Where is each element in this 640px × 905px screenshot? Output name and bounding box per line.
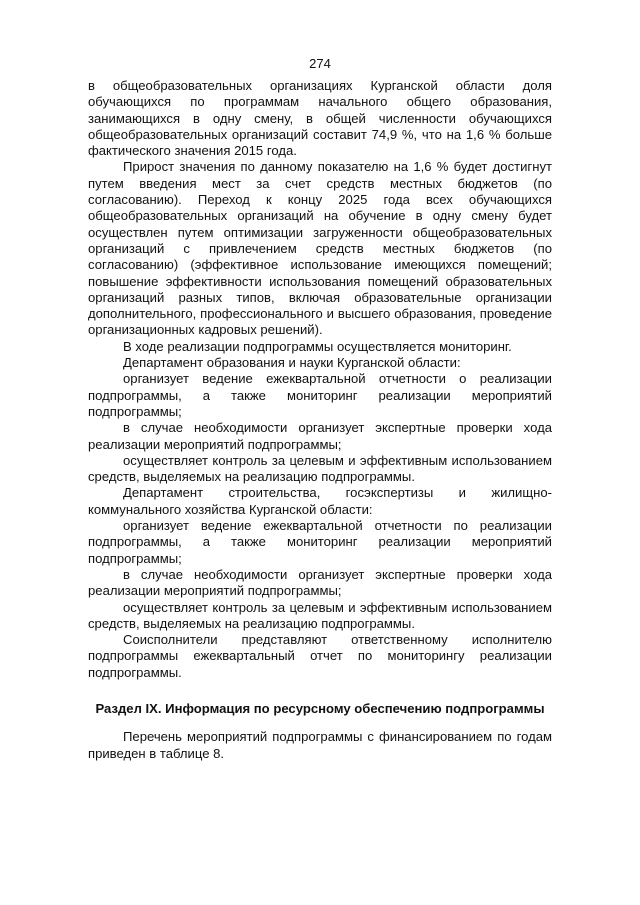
paragraph: в общеобразовательных организациях Курганской области доля обучающихся по программам начального общего образования, занимающихся в одну смену, в общей численности обучающихся общеобразовательных организаций составит 74,9 %, что на 1,6 % больше фактического значения 2015 года. (88, 78, 552, 159)
closing-paragraph: Перечень мероприятий подпрограммы с финансированием по годам приведен в таблице 8. (88, 729, 552, 761)
paragraph: в случае необходимости организует экспертные проверки хода реализации мероприятий подпрограммы; (88, 420, 552, 452)
page-number: 274 (309, 56, 331, 71)
paragraph: в случае необходимости организует экспертные проверки хода реализации мероприятий подпрограммы; (88, 566, 552, 599)
document-body (88, 78, 552, 762)
paragraph: Соисполнители представляют ответственному исполнителю подпрограммы ежеквартальный отчет по мониторингу реализации подпрограммы. (88, 632, 552, 680)
paragraph: Департамент образования и науки Курганской области: (123, 355, 461, 371)
paragraph: В ходе реализации подпрограммы осуществляется мониторинг. (123, 338, 512, 354)
paragraph: организует ведение ежеквартальной отчетности о реализации подпрограммы, а также мониторинг реализации мероприятий подпрограммы; (88, 371, 552, 419)
paragraph: осуществляет контроль за целевым и эффективным использованием средств, выделяемых на реализацию подпрограммы. (88, 599, 552, 631)
paragraph: Департамент строительства, госэкспертизы и жилищно-коммунального хозяйства Курганской области: (88, 485, 552, 517)
paragraph: осуществляет контроль за целевым и эффективным использованием средств, выделяемых на реализацию подпрограммы. (88, 452, 552, 485)
section-heading: Раздел IX. Информация по ресурсному обеспечению подпрограммы (95, 700, 545, 716)
paragraph: организует ведение ежеквартальной отчетности по реализации подпрограммы, а также мониторинг реализации мероприятий подпрограммы; (88, 518, 552, 566)
paragraph: Прирост значения по данному показателю на 1,6 % будет достигнут путем введения мест за счет средств местных бюджетов (по согласованию). Переход к концу 2025 года всех обучающихся общеобразовательных организаций на обучение в одну смену будет осуществлен путем оптимизации загруженности общеобразовательных организаций с привлечением средств местных бюджетов (по согласованию) (эффективное использование имеющихся помещений; повышение эффективности использования помещений образовательных организаций разных типов, включая образовательные организации дополнительного, профессионального и высшего образования, проведение организационных кадровых решений). (88, 159, 552, 338)
